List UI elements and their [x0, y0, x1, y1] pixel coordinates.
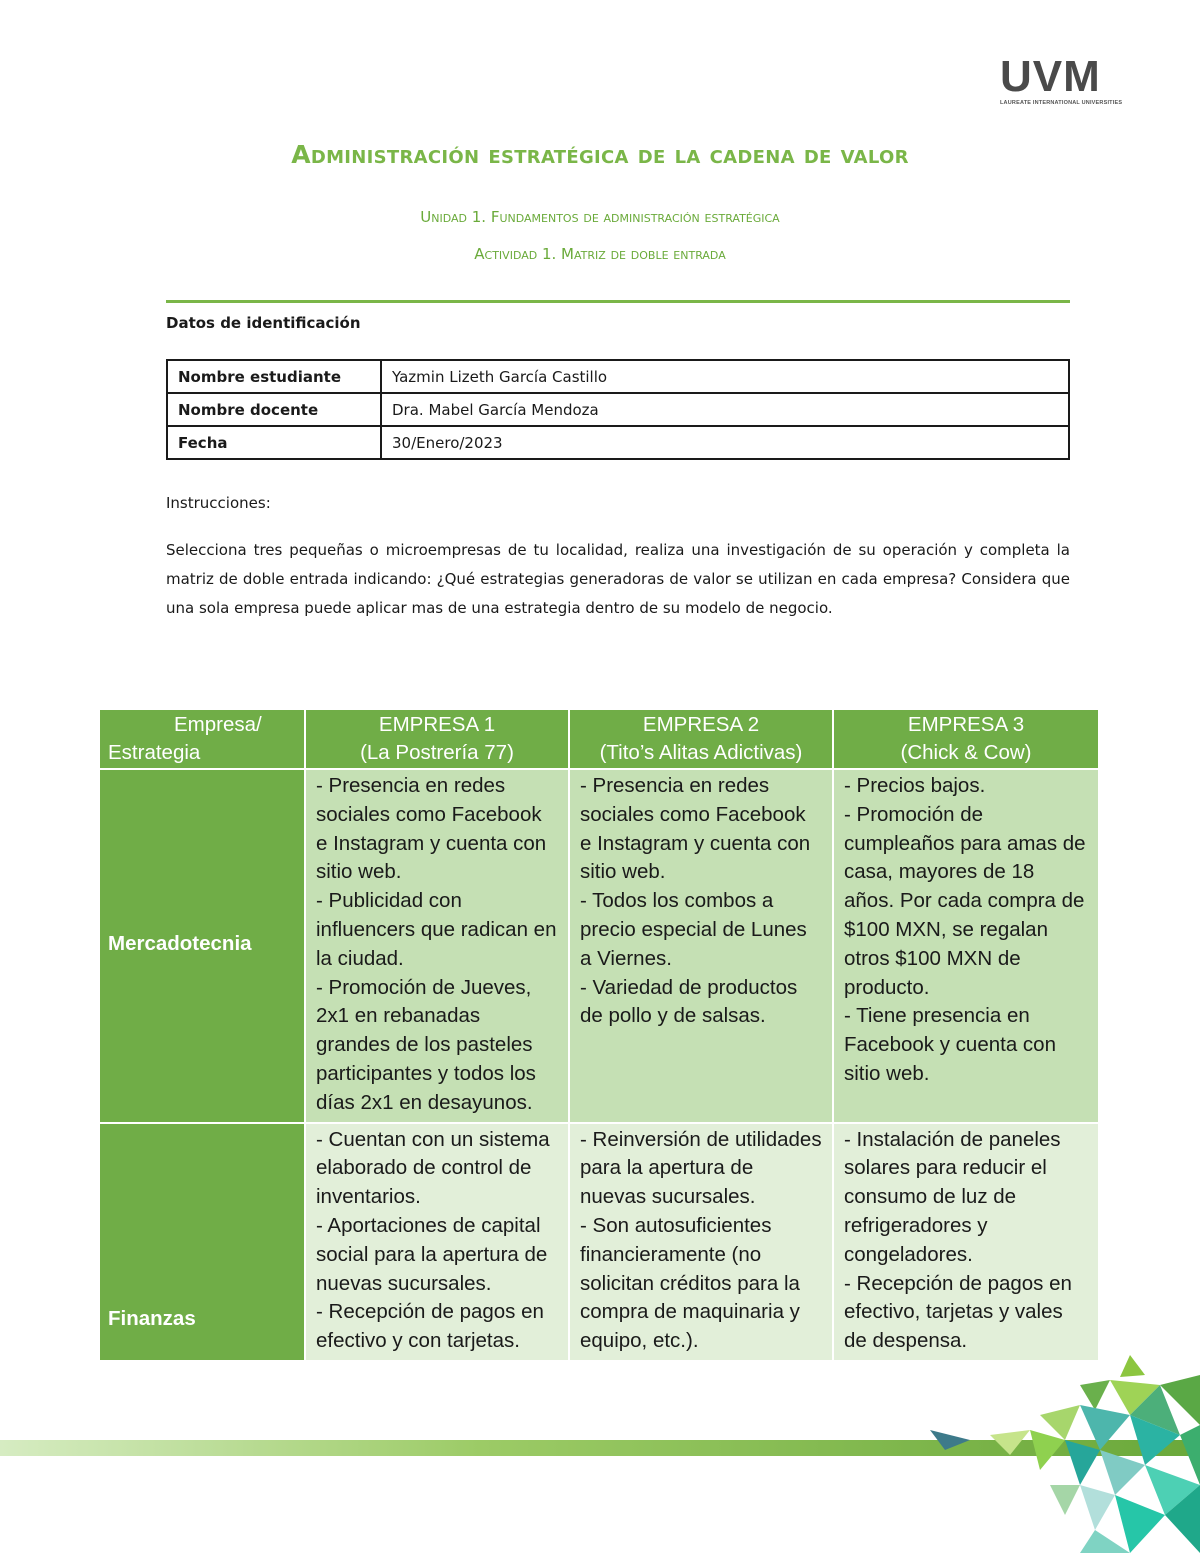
column-subtitle: (La Postrería 77): [360, 741, 514, 764]
strategy-item: - Recepción de pagos en efectivo, tarjetas y vales de despensa.: [844, 1271, 1072, 1353]
cell-finanzas-empresa-2: [569, 1123, 833, 1361]
strategy-item: - Variedad de productos de pollo y de salsas.: [580, 975, 798, 1028]
matrix-corner-header: [99, 709, 305, 769]
date-value: 30/Enero/2023: [381, 426, 1069, 459]
header-divider: [166, 300, 1070, 303]
column-header-empresa-2: [569, 709, 833, 769]
strategy-matrix: [98, 708, 1100, 1362]
column-name: EMPRESA 2: [642, 713, 760, 736]
corner-line-2: Estrategia: [108, 741, 201, 764]
cell-mercadotecnia-empresa-2: [569, 769, 833, 1123]
cell-mercadotecnia-empresa-3: [833, 769, 1099, 1123]
strategy-item: - Promoción de Jueves, 2x1 en rebanadas grandes de los pasteles participantes y todos los días 2x1 en desayunos.: [316, 975, 536, 1114]
strategy-item: - Publicidad con influencers que radican en la ciudad.: [316, 889, 557, 970]
strategy-item: - Recepción de pagos en efectivo y con tarjetas.: [316, 1300, 544, 1353]
column-subtitle: (Tito’s Alitas Adictivas): [599, 741, 803, 764]
strategy-item: - Presencia en redes sociales como Facebook e Instagram y cuenta con sitio web.: [580, 774, 811, 884]
uvm-logo: [1000, 52, 1123, 107]
strategy-item: - Todos los combos a precio especial de Lunes a Viernes.: [580, 889, 807, 970]
student-value: Yazmin Lizeth García Castillo: [381, 360, 1069, 393]
activity-subtitle: Actividad 1. Matriz de doble entrada: [474, 245, 726, 263]
instructions-body: Selecciona tres pequeñas o microempresas de tu localidad, realiza una investigación de su operación y completa la matriz de doble entrada indicando: ¿Qué estrategias generadoras de valor se utilizan en cada empresa? Considera que una sola empresa puede aplicar mas de una estrategia dentro de su modelo de negocio.: [166, 541, 1070, 617]
strategy-item: - Aportaciones de capital social para la apertura de nuevas sucursales.: [316, 1213, 548, 1295]
strategy-item: - Precios bajos.: [844, 774, 986, 797]
strategy-item: - Son autosuficientes financieramente (no solicitan créditos para la compra de maquinaria y equipo, etc.).: [580, 1213, 800, 1353]
strategy-item: - Instalación de paneles solares para reducir el consumo de luz de refrigeradores y congeladores.: [844, 1127, 1061, 1266]
strategy-item: - Cuentan con un sistema elaborado de control de inventarios.: [316, 1127, 550, 1209]
instructions-title: Instrucciones:: [166, 494, 271, 512]
cell-finanzas-empresa-1: [305, 1123, 569, 1361]
identification-label: Datos de identificación: [166, 314, 361, 332]
table-row: [167, 360, 1069, 393]
cell-mercadotecnia-empresa-1: [305, 769, 569, 1123]
cell-finanzas-empresa-3: [833, 1123, 1099, 1361]
matrix-row-finanzas: [99, 1123, 1099, 1361]
strategy-item: - Presencia en redes sociales como Facebook e Instagram y cuenta con sitio web.: [316, 774, 547, 884]
column-header-empresa-3: [833, 709, 1099, 769]
column-subtitle: (Chick & Cow): [900, 741, 1032, 764]
logo-tagline: LAUREATE INTERNATIONAL UNIVERSITIES: [1000, 100, 1123, 106]
identification-table: [166, 359, 1070, 460]
column-header-empresa-1: [305, 709, 569, 769]
date-label: Fecha: [167, 426, 381, 459]
geometric-decoration-icon: [930, 1355, 1200, 1553]
strategy-item: - Tiene presencia en Facebook y cuenta con sitio web.: [844, 1004, 1056, 1085]
table-row: [167, 393, 1069, 426]
teacher-label: Nombre docente: [167, 393, 381, 426]
matrix-row-mercadotecnia: [99, 769, 1099, 1123]
document-title: Administración estratégica de la cadena de valor: [291, 140, 909, 169]
strategy-item: - Promoción de cumpleaños para amas de casa, mayores de 18 años. Por cada compra de $100 MXN, se regalan otros $100 MXN de producto.: [844, 802, 1086, 999]
column-name: EMPRESA 3: [907, 713, 1025, 736]
teacher-value: Dra. Mabel García Mendoza: [381, 393, 1069, 426]
corner-line-1: Empresa/: [174, 713, 262, 736]
logo-wordmark: UVM: [1000, 52, 1101, 101]
student-label: Nombre estudiante: [167, 360, 381, 393]
table-row: [167, 426, 1069, 459]
row-header-finanzas: Finanzas: [99, 1123, 305, 1361]
column-name: EMPRESA 1: [378, 713, 496, 736]
unit-subtitle: Unidad 1. Fundamentos de administración estratégica: [420, 208, 780, 226]
row-header-mercadotecnia: Mercadotecnia: [99, 769, 305, 1123]
strategy-item: - Reinversión de utilidades para la apertura de nuevas sucursales.: [580, 1127, 822, 1209]
matrix-header-row: [99, 709, 1099, 769]
